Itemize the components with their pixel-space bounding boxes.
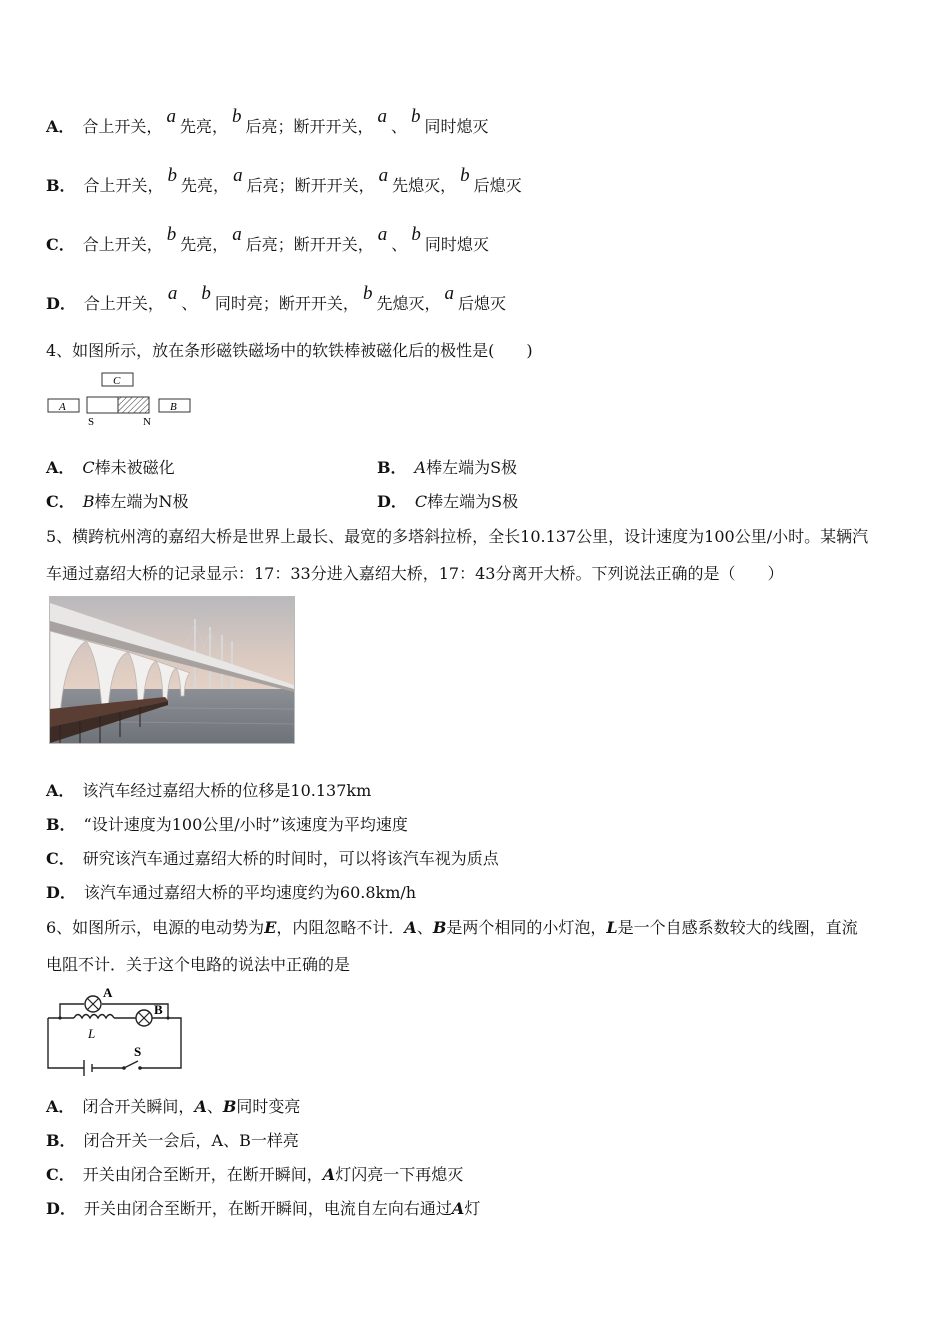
q5-option-b: B． “设计速度为100公里/小时”该速度为平均速度 bbox=[46, 815, 408, 834]
q5-option-d: D． 该汽车通过嘉绍大桥的平均速度约为60.8km/h bbox=[46, 883, 417, 902]
lamp-b-label: B bbox=[154, 1002, 163, 1017]
q4-option-d: D． C棒左端为S极 bbox=[377, 492, 519, 511]
q3-option-d: D． 合上开关， a 、 b 同时亮；断开开关， b 先熄灭， a 后熄灭 bbox=[46, 283, 506, 313]
q3-option-c: C． 合上开关， b 先亮， a 后亮；断开开关， a 、 b 同时熄灭 bbox=[46, 224, 489, 254]
q6-option-c: C． 开关由闭合至断开，在断开瞬间，A灯闪亮一下再熄灭 bbox=[46, 1165, 464, 1184]
bridge-photo bbox=[49, 596, 295, 744]
q6-option-b: B． 闭合开关一会后，A、B一样亮 bbox=[46, 1131, 299, 1150]
coil-label: L bbox=[88, 1026, 96, 1041]
q3-option-a: A． 合上开关， a 先亮， b 后亮；断开开关， a 、 b 同时熄灭 bbox=[46, 106, 489, 136]
switch-label: S bbox=[134, 1044, 142, 1059]
q4-var: C bbox=[82, 458, 95, 477]
q4-option-b: B． A棒左端为S极 bbox=[377, 458, 518, 477]
q4-var: C bbox=[414, 492, 428, 511]
bar-magnet-n bbox=[118, 397, 149, 413]
q4-var: B bbox=[82, 492, 95, 511]
q4-option-a: A． C棒未被磁化 bbox=[46, 458, 175, 477]
q6-option-d: D． 开关由闭合至断开，在断开瞬间，电流自左向右通过A灯 bbox=[46, 1199, 481, 1218]
q3-option-b: B． 合上开关， b 先亮， a 后亮；断开开关， a 先熄灭， b 后熄灭 bbox=[46, 165, 522, 195]
q6-stem-line2: 电阻不计．关于这个电路的说法中正确的是 bbox=[46, 955, 351, 974]
q6-stem-line1: 6、如图所示，电源的电动势为E，内阻忽略不计．A、B是两个相同的小灯泡，L是一个自感系数较大的线圈，直流 bbox=[46, 918, 858, 937]
pole-n-label: N bbox=[143, 416, 151, 428]
q4-stem: 4、如图所示，放在条形磁铁磁场中的软铁棒被磁化后的极性是( ) bbox=[46, 341, 533, 360]
q5-option-c: C． 研究该汽车通过嘉绍大桥的时间时，可以将该汽车视为质点 bbox=[46, 849, 499, 868]
rod-b-label: B bbox=[170, 401, 177, 413]
q4-magnet-figure bbox=[46, 370, 196, 430]
q4-var: A bbox=[414, 458, 427, 477]
rod-a-label: A bbox=[59, 401, 66, 413]
q5-option-a: A． 该汽车经过嘉绍大桥的位移是10.137km bbox=[46, 781, 372, 800]
q5-stem-line2: 车通过嘉绍大桥的记录显示：17：33分进入嘉绍大桥，17：43分离开大桥。下列说法正确的是（ ） bbox=[46, 564, 784, 583]
q6-circuit-figure bbox=[44, 984, 186, 1078]
bar-magnet-s bbox=[87, 397, 118, 413]
q5-stem-line1: 5、横跨杭州湾的嘉绍大桥是世界上最长、最宽的多塔斜拉桥，全长10.137公里，设计速度为100公里/小时。某辆汽 bbox=[46, 527, 869, 546]
q4-option-c: C． B棒左端为N极 bbox=[46, 492, 189, 511]
q6-option-a: A． 闭合开关瞬间，A、B同时变亮 bbox=[46, 1097, 301, 1116]
rod-c-label: C bbox=[113, 375, 121, 387]
lamp-a-label: A bbox=[103, 985, 113, 1000]
pole-s-label: S bbox=[88, 416, 95, 428]
